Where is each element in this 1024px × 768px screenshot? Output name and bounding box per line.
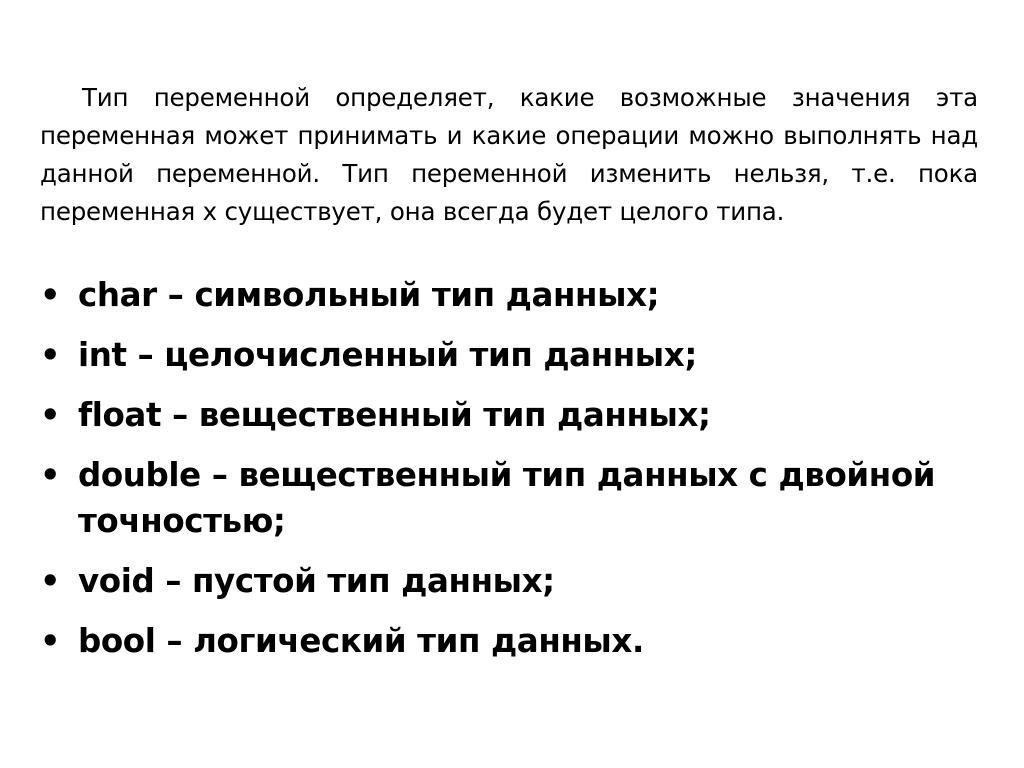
- list-item-text: double – вещественный тип данных с двойной точностью;: [78, 456, 936, 540]
- list-item-bool: [40, 618, 1000, 664]
- intro-paragraph: Тип переменной определяет, какие возможные значения эта переменная может принимать и какие операции можно выполнять над данной переменной. Тип переменной изменить нельзя, т.е. пока переменная x существует, она всегда будет целого типа.: [40, 82, 978, 226]
- list-item-text: void – пустой тип данных;: [78, 562, 555, 600]
- data-types-list: [40, 272, 1000, 678]
- bullet-icon: •: [40, 336, 61, 374]
- bullet-icon: •: [40, 276, 61, 314]
- bullet-icon: •: [40, 622, 61, 660]
- list-item-char: [40, 272, 1000, 318]
- list-item-text: bool – логический тип данных.: [78, 622, 644, 660]
- bullet-icon: •: [40, 562, 61, 600]
- bullet-icon: •: [40, 396, 61, 434]
- list-item-double: [40, 452, 1000, 544]
- list-item-text: char – символьный тип данных;: [78, 276, 660, 314]
- bullet-icon: •: [40, 456, 61, 494]
- list-item-void: [40, 558, 1000, 604]
- list-item-float: [40, 392, 1000, 438]
- list-item-text: float – вещественный тип данных;: [78, 396, 711, 434]
- list-item-int: [40, 332, 1000, 378]
- list-item-text: int – целочисленный тип данных;: [78, 336, 697, 374]
